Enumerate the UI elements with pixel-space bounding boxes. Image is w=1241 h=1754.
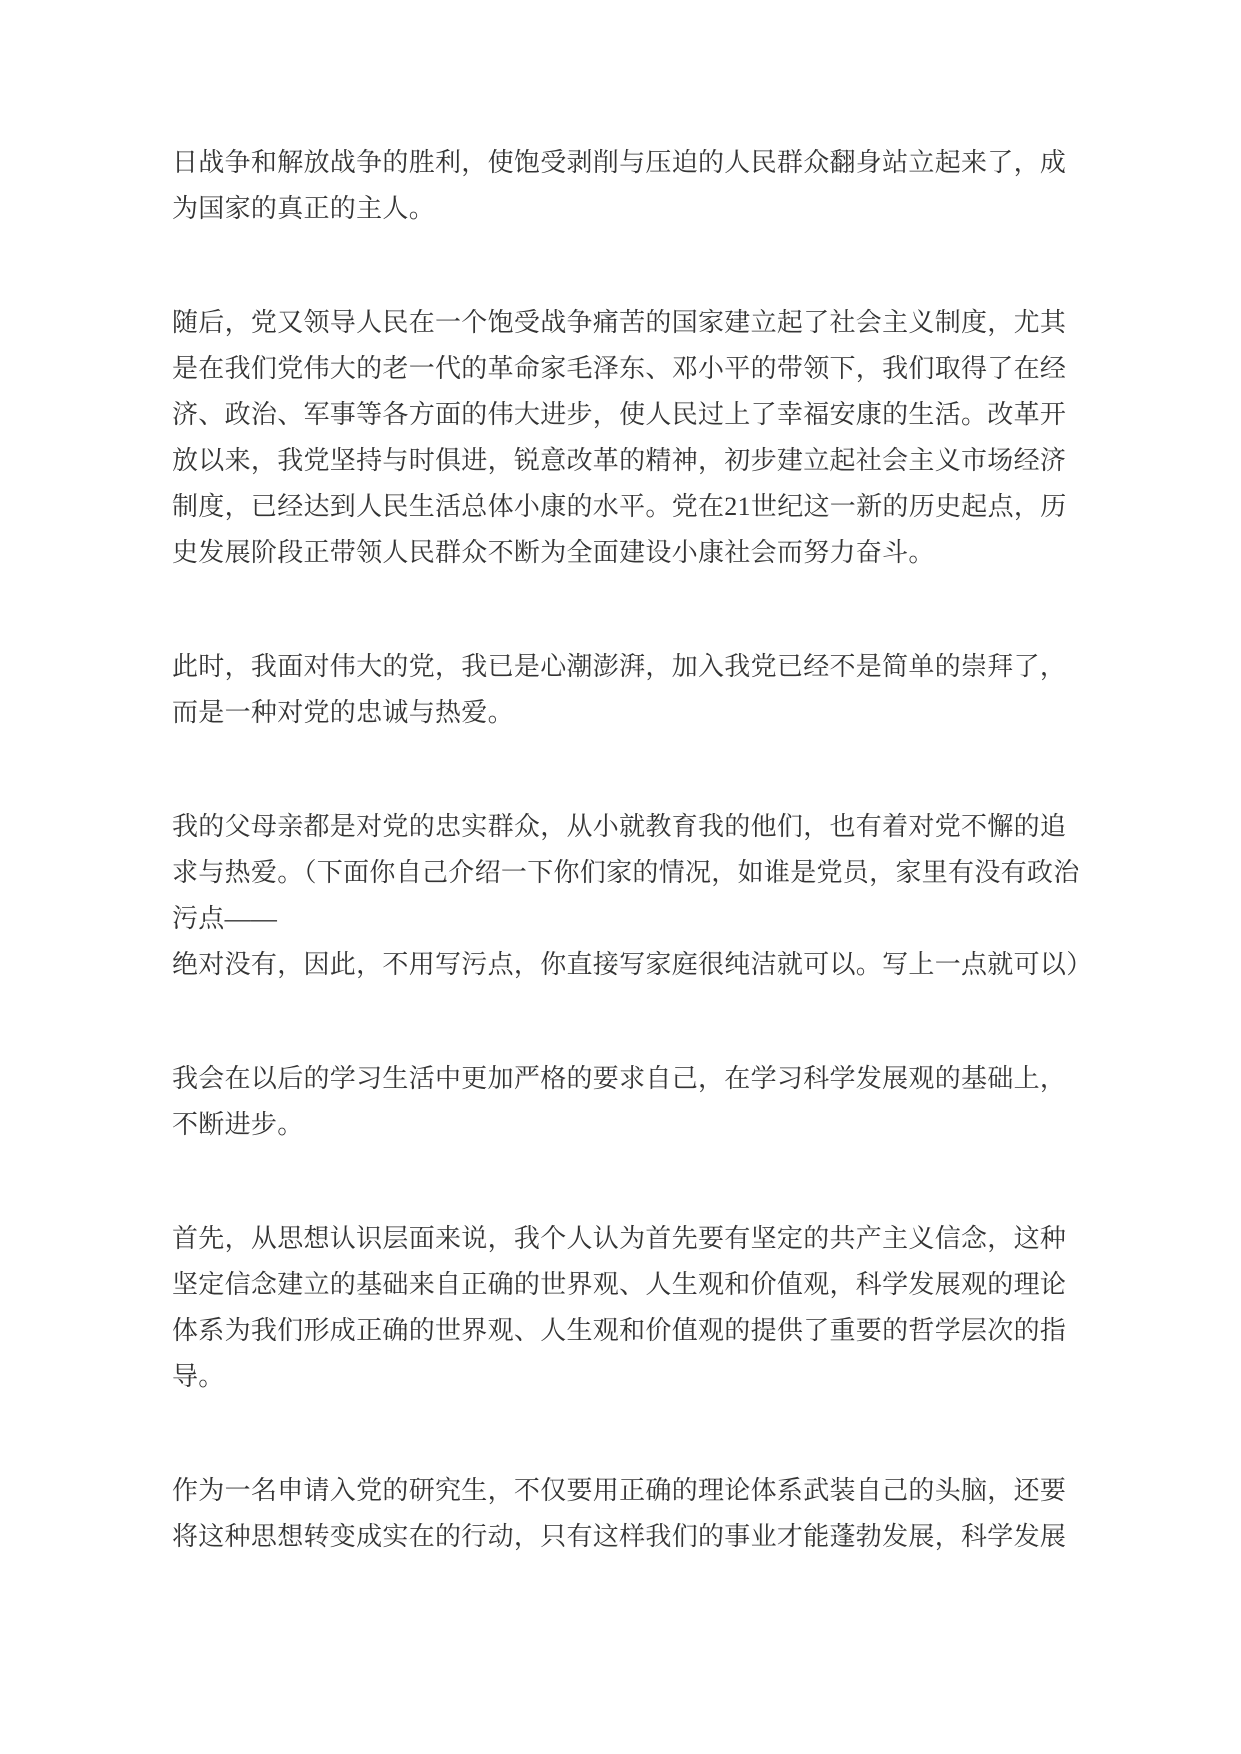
text-line: 史发展阶段正带领人民群众不断为全面建设小康社会而努力奋斗。 — [172, 538, 935, 567]
text-line: 随后，党又领导人民在一个饱受战争痛苦的国家建立起了社会主义制度，尤其 — [172, 308, 1067, 337]
paragraph — [172, 1056, 1087, 1148]
text-line: 日战争和解放战争的胜利，使饱受剥削与压迫的人民群众翻身站立起来了，成 — [172, 148, 1067, 177]
text-line: 而是一种对党的忠诚与热爱。 — [172, 698, 514, 727]
text-line: 将这种思想转变成实在的行动，只有这样我们的事业才能蓬勃发展，科学发展 — [172, 1522, 1067, 1551]
text-line: 制度，已经达到人民生活总体小康的水平。党在21世纪这一新的历史起点，历 — [172, 492, 1067, 521]
text-line: 首先，从思想认识层面来说，我个人认为首先要有坚定的共产主义信念，这种 — [172, 1224, 1067, 1253]
text-line: 此时，我面对伟大的党，我已是心潮澎湃，加入我党已经不是简单的崇拜了， — [172, 652, 1067, 681]
paragraph — [172, 140, 1087, 232]
text-line: 是在我们党伟大的老一代的革命家毛泽东、邓小平的带领下，我们取得了在经 — [172, 354, 1067, 383]
text-line: 绝对没有，因此，不用写污点，你直接写家庭很纯洁就可以。写上一点就可以） — [172, 950, 1093, 979]
text-line: 我的父母亲都是对党的忠实群众，从小就教育我的他们，也有着对党不懈的追 — [172, 812, 1067, 841]
text-line: 我会在以后的学习生活中更加严格的要求自己，在学习科学发展观的基础上， — [172, 1064, 1067, 1093]
text-line: 体系为我们形成正确的世界观、人生观和价值观的提供了重要的哲学层次的指 — [172, 1316, 1067, 1345]
text-line: 作为一名申请入党的研究生，不仅要用正确的理论体系武装自己的头脑，还要 — [172, 1476, 1067, 1505]
paragraph — [172, 1468, 1087, 1560]
text-line: 污点—— — [172, 904, 278, 933]
paragraph — [172, 804, 1093, 988]
paragraph — [172, 300, 1087, 576]
paragraph — [172, 1216, 1087, 1400]
text-line: 坚定信念建立的基础来自正确的世界观、人生观和价值观，科学发展观的理论 — [172, 1270, 1067, 1299]
text-line: 为国家的真正的主人。 — [172, 194, 436, 223]
paragraph — [172, 644, 1087, 736]
text-line: 放以来，我党坚持与时俱进，锐意改革的精神，初步建立起社会主义市场经济 — [172, 446, 1067, 475]
document-body — [172, 140, 1093, 1560]
text-line: 导。 — [172, 1362, 225, 1391]
text-line: 求与热爱。（下面你自己介绍一下你们家的情况，如谁是党员，家里有没有政治 — [172, 858, 1080, 887]
text-line: 不断进步。 — [172, 1110, 304, 1139]
text-line: 济、政治、军事等各方面的伟大进步，使人民过上了幸福安康的生活。改革开 — [172, 400, 1067, 429]
